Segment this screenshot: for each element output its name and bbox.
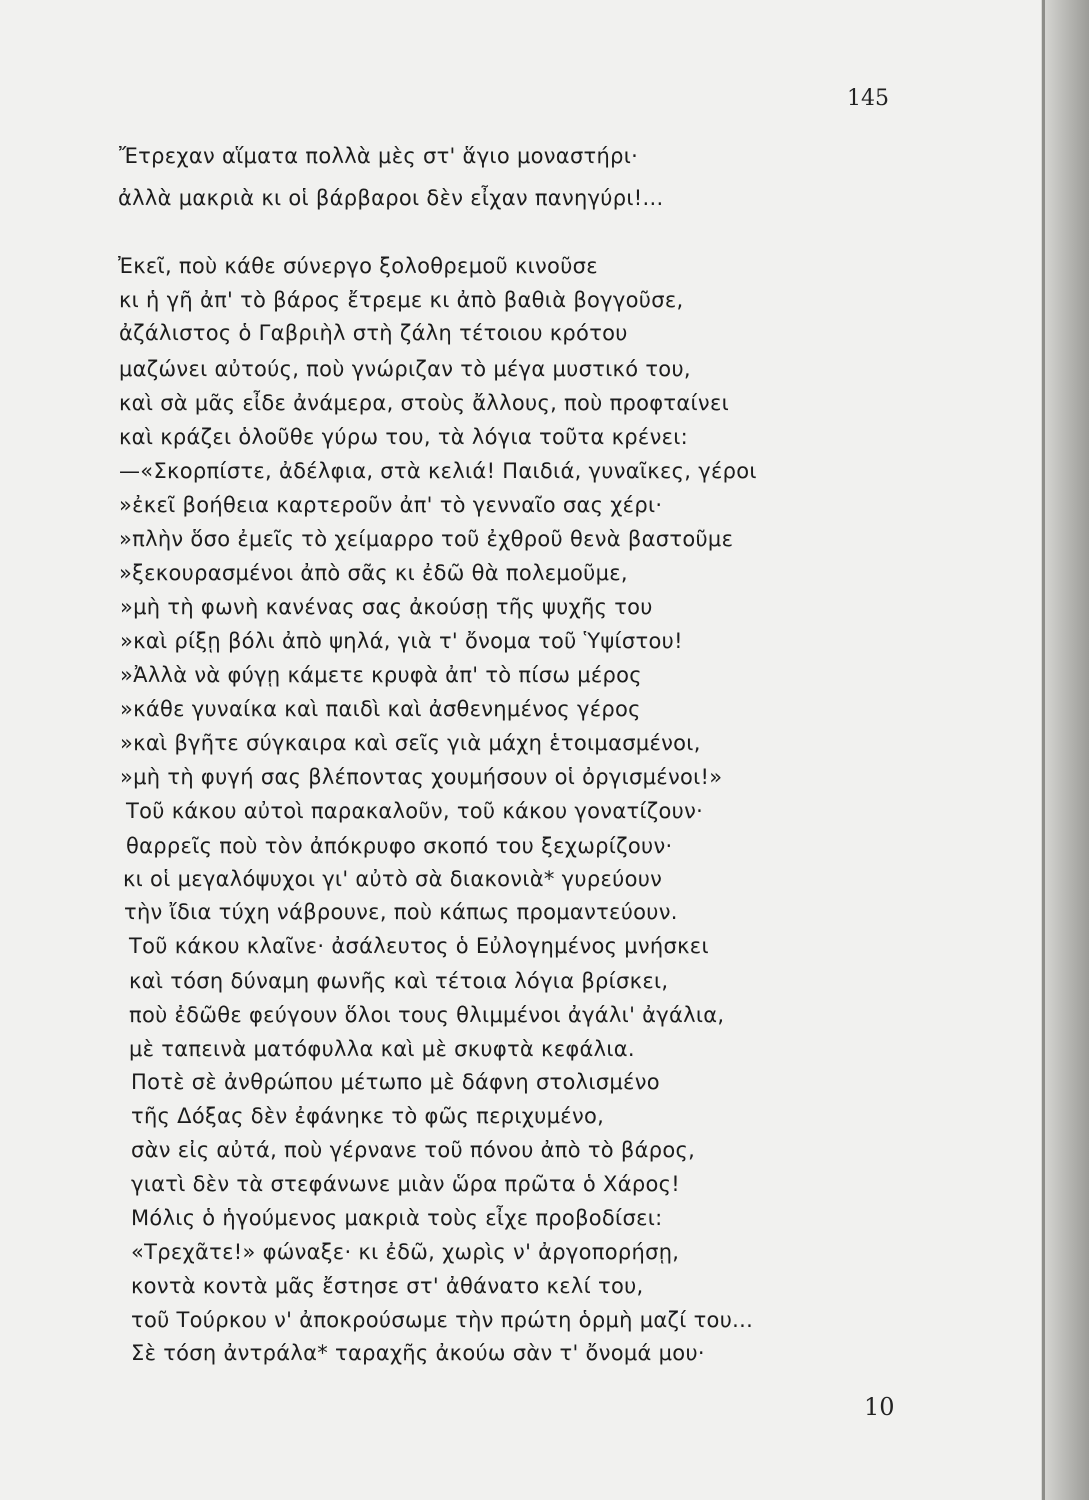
poem-line: τῆς Δόξας δὲν ἐφάνηκε τὸ φῶς περιχυμένο, bbox=[131, 1104, 605, 1128]
poem-line: τοῦ Τούρκου ν' ἀποκρούσωμε τὴν πρώτη ὁρμὴ μαζί του... bbox=[131, 1308, 754, 1332]
poem-line: »καὶ βγῆτε σύγκαιρα καὶ σεῖς γιὰ μάχη ἑτοιμασμένοι, bbox=[120, 731, 701, 755]
poem-line: θαρρεῖς ποὺ τὸν ἀπόκρυφο σκοπό του ξεχωρίζουν· bbox=[126, 834, 673, 858]
poem-line: Σὲ τόση ἀντράλα* ταραχῆς ἀκούω σὰν τ' ὄνομά μου· bbox=[131, 1341, 705, 1365]
poem-line: καὶ σὰ μᾶς εἶδε ἀνάμερα, στοὺς ἄλλους, ποὺ προφταίνει bbox=[119, 391, 730, 415]
poem-line: »μὴ τὴ φυγή σας βλέποντας χουμήσουν οἱ ὀργισμένοι!» bbox=[120, 765, 723, 789]
poem-line: γιατὶ δὲν τὰ στεφάνωνε μιὰν ὥρα πρῶτα ὁ Χάρος! bbox=[131, 1172, 680, 1196]
poem-line: »καὶ ρίξῃ βόλι ἀπὸ ψηλά, γιὰ τ' ὄνομα τοῦ Ὑψίστου! bbox=[120, 629, 683, 653]
signature-mark: 10 bbox=[864, 1393, 895, 1421]
poem-line: κοντὰ κοντὰ μᾶς ἔστησε στ' ἀθάνατο κελί του, bbox=[131, 1274, 644, 1298]
poem-line: —«Σκορπίστε, ἀδέλφια, στὰ κελιά! Παιδιά, γυναῖκες, γέροι bbox=[119, 459, 757, 483]
poem-line: «Τρεχᾶτε!» φώναξε· κι ἐδῶ, χωρὶς ν' ἀργοπορήσῃ, bbox=[131, 1240, 680, 1264]
poem-line: Τοῦ κάκου αὐτοὶ παρακαλοῦν, τοῦ κάκου γονατίζουν· bbox=[126, 799, 704, 823]
poem-line: »κάθε γυναίκα καὶ παιδὶ καὶ ἀσθενημένος γέρος bbox=[120, 697, 641, 721]
poem-line: Μόλις ὁ ἡγούμενος μακριὰ τοὺς εἶχε προβοδίσει: bbox=[131, 1206, 663, 1230]
poem-line: »μὴ τὴ φωνὴ κανένας σας ἀκούσῃ τῆς ψυχῆς του bbox=[120, 595, 653, 619]
poem-line: καὶ τόση δύναμη φωνῆς καὶ τέτοια λόγια βρίσκει, bbox=[129, 969, 669, 993]
poem-line: ἀλλὰ μακριὰ κι οἱ βάρβαροι δὲν εἶχαν πανηγύρι!... bbox=[118, 186, 664, 210]
poem-line: σὰν εἰς αὐτά, ποὺ γέρνανε τοῦ πόνου ἀπὸ τὸ βάρος, bbox=[131, 1138, 696, 1162]
poem-line: κι ἡ γῆ ἀπ' τὸ βάρος ἔτρεμε κι ἀπὸ βαθιὰ βογγοῦσε, bbox=[119, 288, 684, 312]
poem-line: Τοῦ κάκου κλαῖνε· ἀσάλευτος ὁ Εὐλογημένος μνήσκει bbox=[129, 934, 709, 958]
poem-line: Ἐκεῖ, ποὺ κάθε σύνεργο ξολοθρεμοῦ κινοῦσε bbox=[118, 254, 598, 278]
poem-line: κι οἱ μεγαλόψυχοι γι' αὐτὸ σὰ διακονιὰ* γυρεύουν bbox=[123, 867, 663, 891]
poem-line: τὴν ἴδια τύχη νάβρουνε, ποὺ κάπως προμαντεύουν. bbox=[124, 900, 678, 924]
page-edge-shadow bbox=[1041, 0, 1089, 1500]
poem-line: καὶ κράζει ὁλοῦθε γύρω του, τὰ λόγια τοῦτα κρένει: bbox=[119, 425, 689, 449]
poem-line: μὲ ταπεινὰ ματόφυλλα καὶ μὲ σκυφτὰ κεφάλια. bbox=[129, 1037, 635, 1061]
poem-line: »πλὴν ὅσο ἐμεῖς τὸ χείμαρρο τοῦ ἐχθροῦ θενὰ βαστοῦμε bbox=[119, 527, 734, 551]
poem-line: μαζώνει αὐτούς, ποὺ γνώριζαν τὸ μέγα μυστικό του, bbox=[119, 357, 691, 381]
poem-line: »Ἀλλὰ νὰ φύγῃ κάμετε κρυφὰ ἀπ' τὸ πίσω μέρος bbox=[120, 663, 642, 687]
poem-line: »ξεκουρασμένοι ἀπὸ σᾶς κι ἐδῶ θὰ πολεμοῦμε, bbox=[119, 561, 628, 585]
poem-line: ἀζάλιστος ὁ Γαβριὴλ στὴ ζάλη τέτοιου κρότου bbox=[119, 321, 628, 345]
poem-line: Ποτὲ σὲ ἀνθρώπου μέτωπο μὲ δάφνη στολισμένο bbox=[131, 1070, 660, 1094]
poem-line: ποὺ ἐδῶθε φεύγουν ὅλοι τους θλιμμένοι ἀγάλι' ἀγάλια, bbox=[129, 1003, 725, 1027]
page-edge-line bbox=[1042, 0, 1045, 1500]
poem-line: Ἔτρεχαν αἵματα πολλὰ μὲς στ' ἅγιο μοναστήρι· bbox=[119, 144, 639, 168]
poem-line: »ἐκεῖ βοήθεια καρτεροῦν ἀπ' τὸ γενναῖο σας χέρι· bbox=[119, 493, 663, 517]
page-number: 145 bbox=[847, 86, 889, 111]
